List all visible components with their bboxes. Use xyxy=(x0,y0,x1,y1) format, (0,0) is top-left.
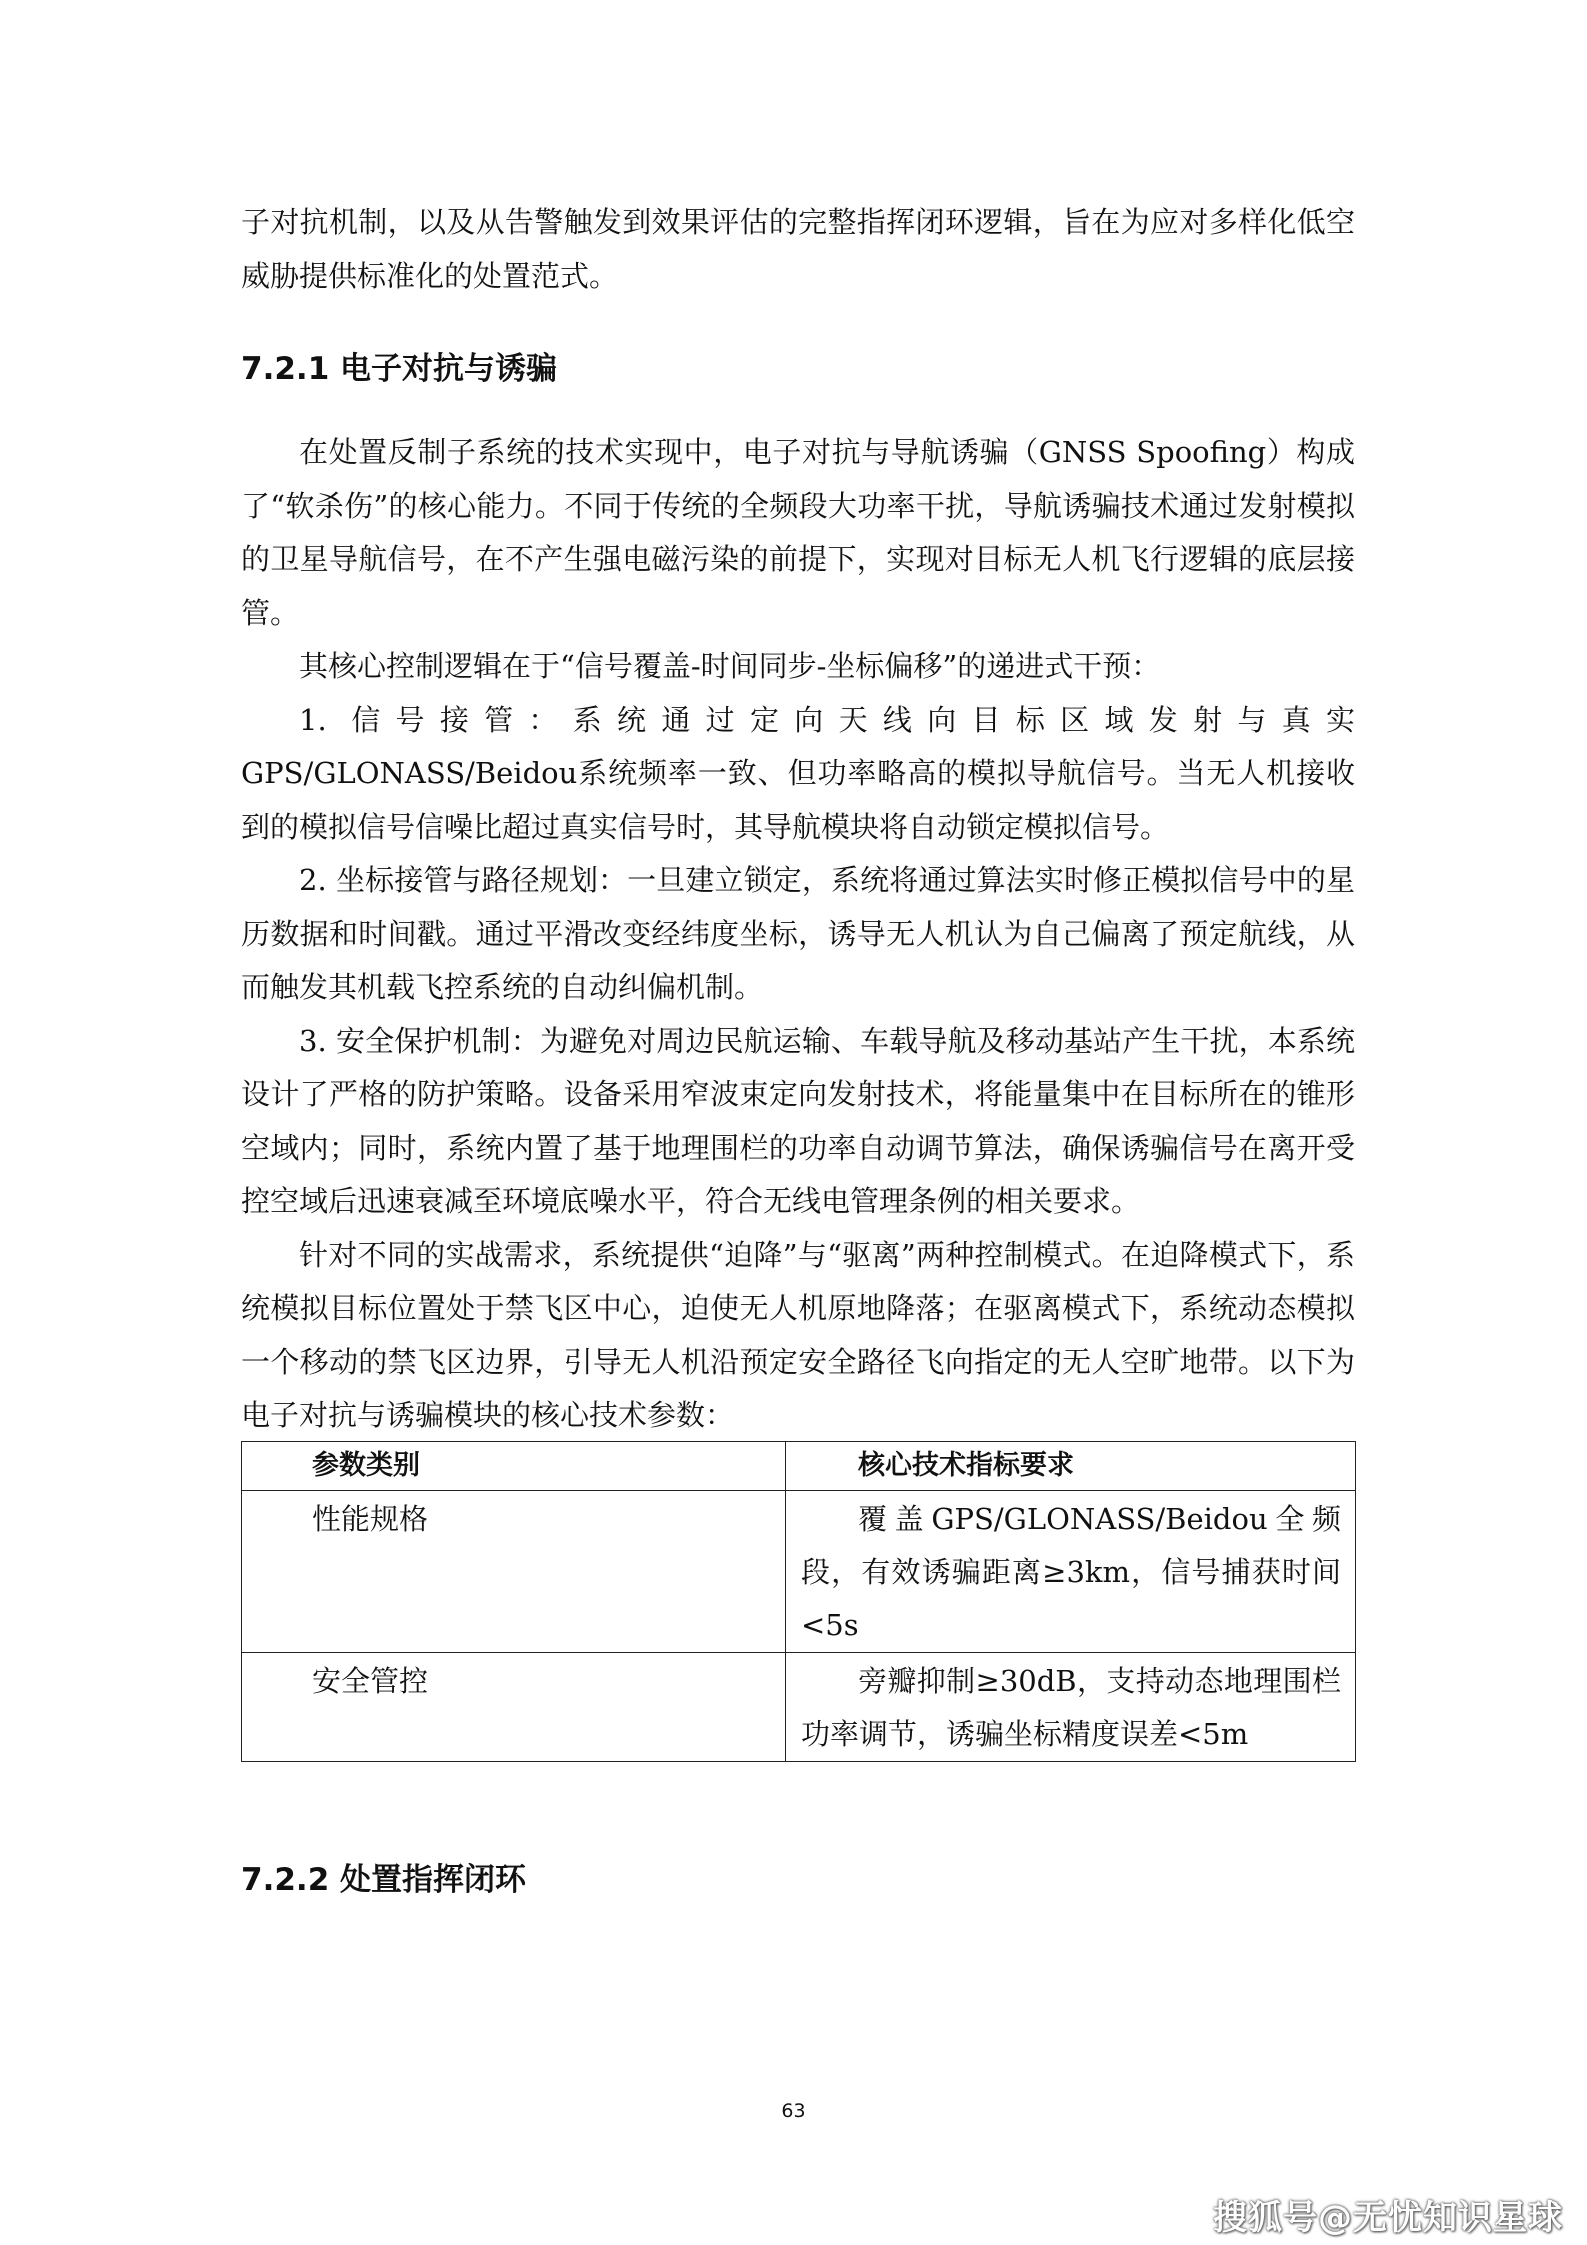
table-header-category: 参数类别 xyxy=(242,1441,786,1490)
list-item-1-body: GPS/GLONASS/Beidou系统频率一致、但功率略高的模拟导航信号。当无人机接收到的模拟信号信噪比超过真实信号时，其导航模块将自动锁定模拟信号。 xyxy=(241,756,1355,844)
list-item-3: 3. 安全保护机制：为避免对周边民航运输、车载导航及移动基站产生干扰，本系统设计了严格的防护策略。设备采用窄波束定向发射技术，将能量集中在目标所在的锥形空域内；同时，系统内置了基于地理围栏的功率自动调节算法，确保诱骗信号在离开受控空域后迅速衰减至环境底噪水平，符合无线电管理条例的相关要求。 xyxy=(241,1023,1355,1218)
table-cell-requirement: 覆盖GPS/GLONASS/Beidou全频段，有效诱骗距离≥3km，信号捕获时间<5s xyxy=(786,1490,1356,1652)
table-header-requirement: 核心技术指标要求 xyxy=(786,1441,1356,1490)
table-header-row xyxy=(242,1441,1356,1490)
table-row xyxy=(242,1652,1356,1761)
parameter-table xyxy=(241,1441,1356,1762)
table-row xyxy=(242,1490,1356,1652)
table-cell-category: 安全管控 xyxy=(242,1652,786,1761)
list-item-1-first-line: 1. 信号接管：系统通过定向天线向目标区域发射与真实 xyxy=(299,702,1355,737)
intro-paragraph: 子对抗机制，以及从告警触发到效果评估的完整指挥闭环逻辑，旨在为应对多样化低空威胁提供标准化的处置范式。 xyxy=(241,205,1355,293)
paragraph-control-modes: 针对不同的实战需求，系统提供“迫降”与“驱离”两种控制模式。在迫降模式下，系统模拟目标位置处于禁飞区中心，迫使无人机原地降落；在驱离模式下，系统动态模拟一个移动的禁飞区边界，引导无人机沿预定安全路径飞向指定的无人空旷地带。以下为电子对抗与诱骗模块的核心技术参数： xyxy=(241,1237,1355,1432)
page-content xyxy=(241,196,1355,1900)
section-heading-7-2-2: 7.2.2 处置指挥闭环 xyxy=(241,1861,527,1898)
section-heading-7-2-1: 7.2.1 电子对抗与诱骗 xyxy=(241,351,558,387)
page-number: 63 xyxy=(781,2100,806,2122)
paragraph-gnss-spoofing: 在处置反制子系统的技术实现中，电子对抗与导航诱骗（GNSS Spoofing）构成了“软杀伤”的核心能力。不同于传统的全频段大功率干扰，导航诱骗技术通过发射模拟的卫星导航信号，在不产生强电磁污染的前提下，实现对目标无人机飞行逻辑的底层接管。 xyxy=(241,435,1355,630)
table-cell-category: 性能规格 xyxy=(242,1490,786,1652)
paragraph-control-logic: 其核心控制逻辑在于“信号覆盖-时间同步-坐标偏移”的递进式干预： xyxy=(299,649,1161,683)
table-cell-requirement: 旁瓣抑制≥30dB，支持动态地理围栏功率调节，诱骗坐标精度误差<5m xyxy=(786,1652,1356,1761)
list-item-2: 2. 坐标接管与路径规划：一旦建立锁定，系统将通过算法实时修正模拟信号中的星历数据和时间戳。通过平滑改变经纬度坐标，诱导无人机认为自己偏离了预定航线，从而触发其机载飞控系统的自动纠偏机制。 xyxy=(241,863,1355,1004)
watermark: 搜狐号@无忧知识星球 xyxy=(1213,2198,1563,2238)
